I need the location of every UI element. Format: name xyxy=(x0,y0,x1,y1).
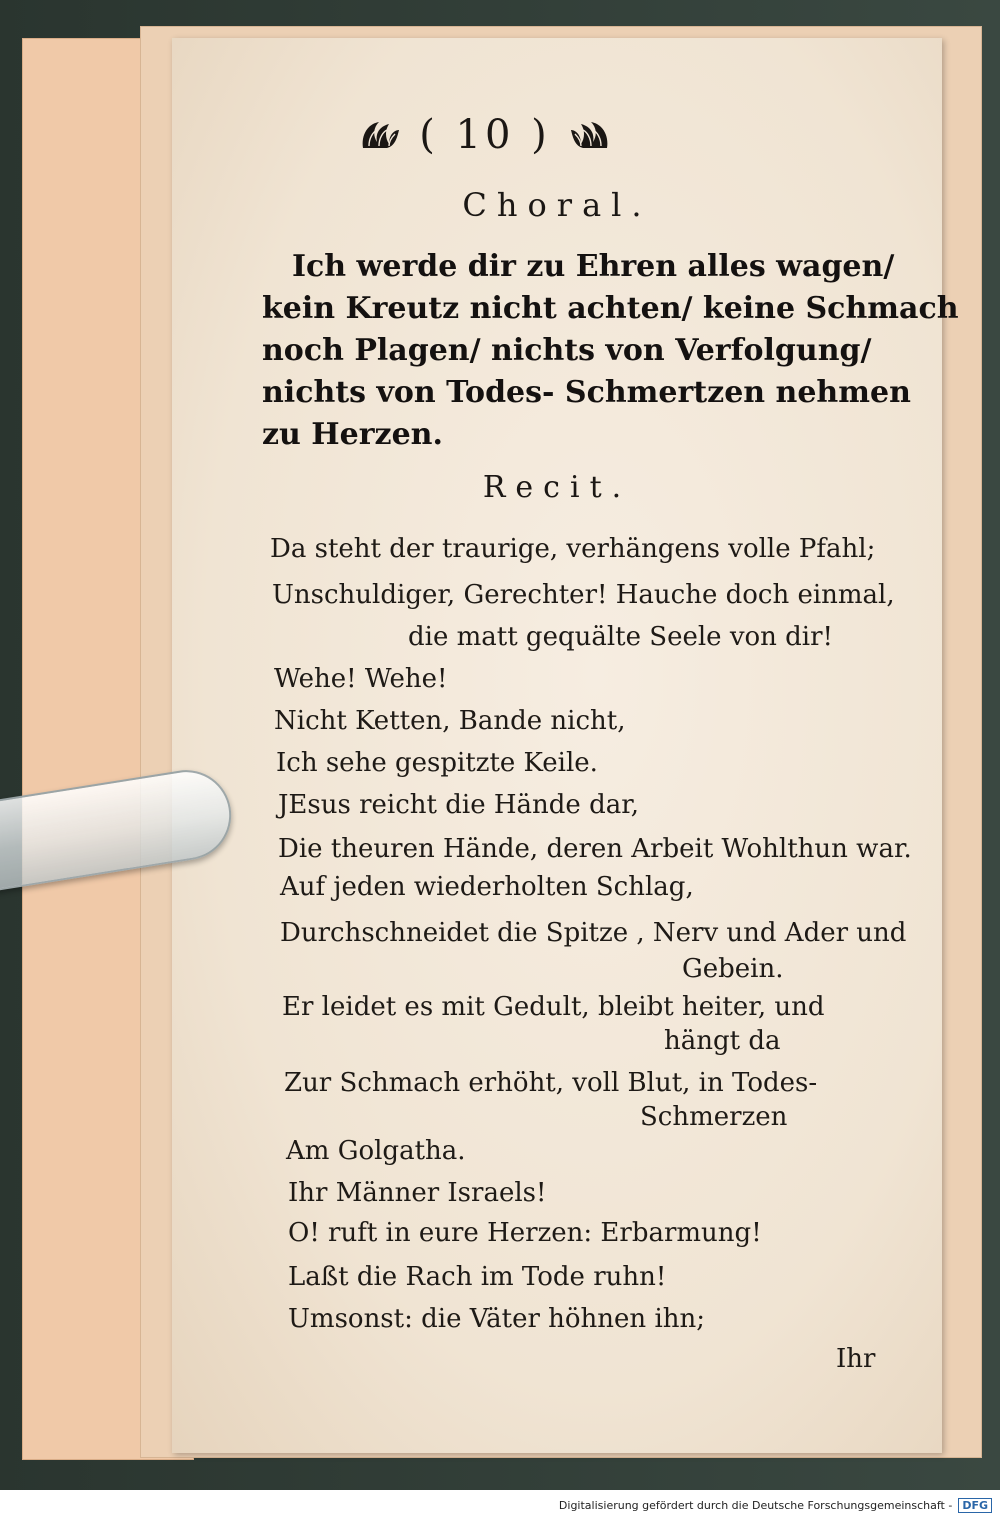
recit-line: Er leidet es mit Gedult, bleibt heiter, und xyxy=(282,992,825,1022)
page-number: ( 10 ) xyxy=(419,112,551,158)
recit-line: Zur Schmach erhöht, voll Blut, in Todes- xyxy=(284,1068,818,1098)
recit-line: Gebein. xyxy=(682,954,784,984)
recit-line: Da steht der traurige, verhängens volle Pfahl; xyxy=(270,534,876,564)
recit-line: Wehe! Wehe! xyxy=(274,664,448,694)
chorale-line: zu Herzen. xyxy=(262,417,443,452)
catchword: Ihr xyxy=(836,1344,876,1374)
recit-line: O! ruft in eure Herzen: Erbarmung! xyxy=(288,1218,762,1248)
footer-bar xyxy=(0,1490,1000,1521)
recit-line: Ich sehe gespitzte Keile. xyxy=(276,748,598,778)
recit-line: Laßt die Rach im Tode ruhn! xyxy=(288,1262,667,1292)
recit-line: Unschuldiger, Gerechter! Hauche doch einmal, xyxy=(272,580,895,610)
fleuron-left-icon xyxy=(359,118,401,152)
choral-heading: Choral. xyxy=(462,186,652,224)
chorale-line: nichts von Todes- Schmertzen nehmen xyxy=(262,375,911,410)
recit-line: Nicht Ketten, Bande nicht, xyxy=(274,706,626,736)
chorale-text xyxy=(262,246,959,456)
recit-line: JEsus reicht die Hände dar, xyxy=(278,790,640,820)
chorale-line: Ich werde dir zu Ehren alles wagen/ xyxy=(292,249,895,284)
recit-line: Umsonst: die Väter höhnen ihn; xyxy=(288,1304,706,1334)
page-header xyxy=(255,110,715,160)
recit-line: Am Golgatha. xyxy=(286,1136,466,1166)
recit-line: Durchschneidet die Spitze , Nerv und Ader und xyxy=(280,918,907,948)
funding-note: Digitalisierung gefördert durch die Deutsche Forschungsgemeinschaft - xyxy=(558,1499,953,1512)
recit-heading: Recit. xyxy=(482,470,632,505)
recit-line: Auf jeden wiederholten Schlag, xyxy=(280,872,694,902)
recit-line: die matt gequälte Seele von dir! xyxy=(408,622,834,652)
recit-line: Die theuren Hände, deren Arbeit Wohlthun war. xyxy=(278,834,912,864)
recit-line: Ihr Männer Israels! xyxy=(288,1178,547,1208)
chorale-line: kein Kreutz nicht achten/ keine Schmach xyxy=(262,291,959,326)
dfg-logo: DFG xyxy=(958,1498,992,1513)
fleuron-right-icon xyxy=(569,118,611,152)
recit-line: hängt da xyxy=(664,1026,781,1056)
recit-line: Schmerzen xyxy=(640,1102,788,1132)
chorale-line: noch Plagen/ nichts von Verfolgung/ xyxy=(262,333,872,368)
